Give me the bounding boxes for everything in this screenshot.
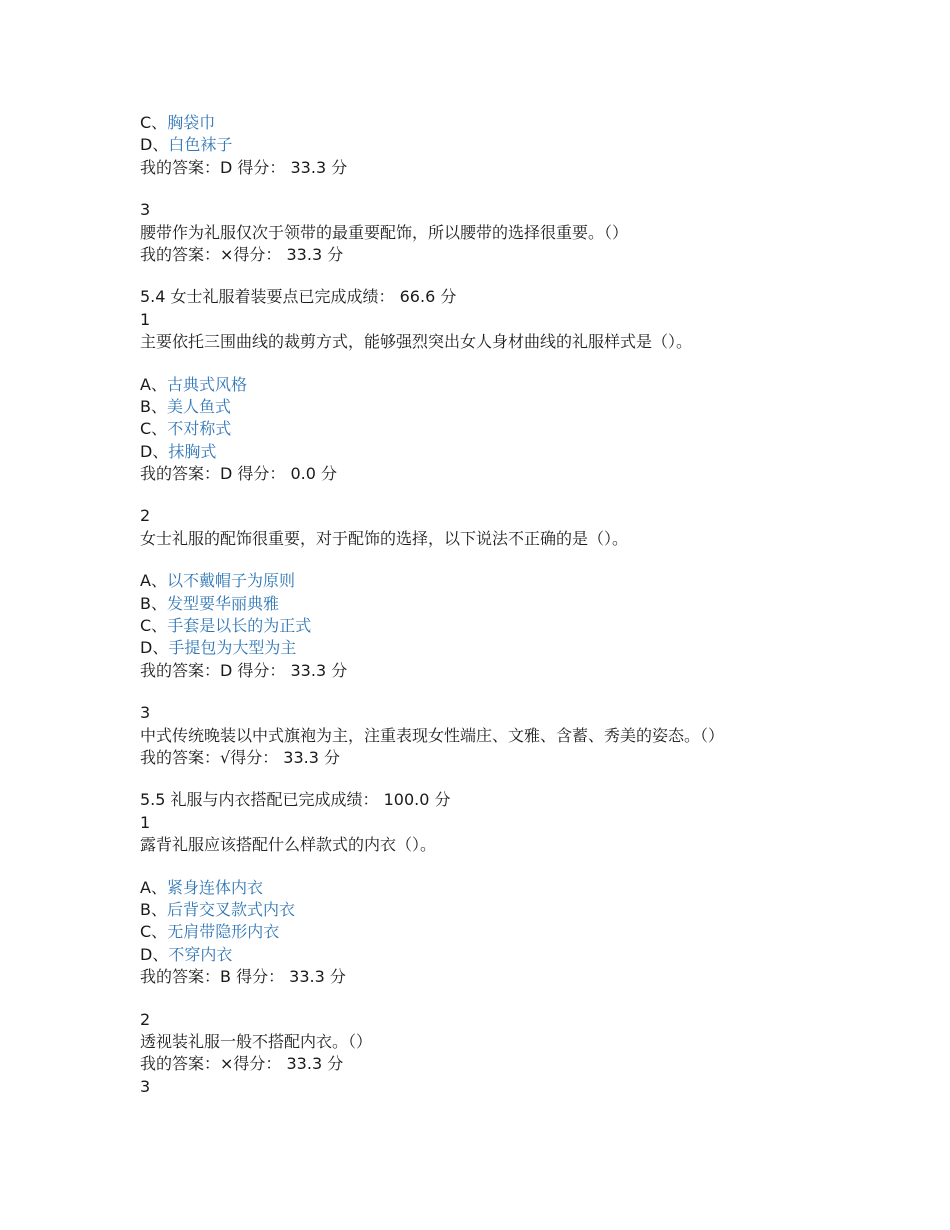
question-number: 2 bbox=[140, 506, 151, 526]
question-text: 露背礼服应该搭配什么样款式的内衣（）。 bbox=[140, 835, 437, 855]
option-letter: A、 bbox=[140, 571, 167, 591]
question-number: 3 bbox=[140, 1076, 151, 1096]
my-answer-line: 我的答案：B 得分： 33.3 分 bbox=[140, 967, 346, 987]
option-text: 后背交叉款式内衣 bbox=[166, 899, 295, 919]
spacer bbox=[140, 769, 900, 789]
option-item bbox=[140, 570, 900, 592]
option-text: 古典式风格 bbox=[166, 374, 247, 394]
my-answer-line: 我的答案：×得分： 33.3 分 bbox=[140, 1054, 344, 1074]
option-text: 不穿内衣 bbox=[168, 944, 233, 964]
option-text: 白色袜子 bbox=[168, 135, 233, 155]
question-number: 1 bbox=[140, 309, 151, 329]
option-text: 手套是以长的为正式 bbox=[167, 616, 312, 636]
section-heading: 5.4 女士礼服着装要点已完成成绩： 66.6 分 bbox=[140, 287, 457, 307]
option-text: 无肩带隐形内衣 bbox=[167, 922, 280, 942]
option-text: 发型要华丽典雅 bbox=[166, 593, 279, 613]
option-letter: C、 bbox=[140, 113, 168, 132]
option-item bbox=[140, 112, 900, 134]
option-letter: C、 bbox=[140, 419, 168, 439]
spacer bbox=[140, 179, 900, 199]
spacer bbox=[140, 354, 900, 374]
option-letter: C、 bbox=[140, 616, 168, 636]
question-text: 腰带作为礼服仅次于领带的最重要配饰，所以腰带的选择很重要。（） bbox=[140, 222, 629, 242]
option-letter: D、 bbox=[140, 638, 169, 658]
option-item bbox=[140, 944, 900, 966]
option-item bbox=[140, 877, 900, 899]
spacer bbox=[140, 989, 900, 1009]
option-letter: D、 bbox=[140, 441, 169, 461]
option-letter: A、 bbox=[140, 877, 167, 897]
my-answer-line: 我的答案：D 得分： 0.0 分 bbox=[140, 464, 338, 484]
option-item bbox=[140, 441, 900, 463]
option-item bbox=[140, 899, 900, 921]
spacer bbox=[140, 682, 900, 702]
option-text: 以不戴帽子为原则 bbox=[166, 571, 295, 591]
question-text: 透视装礼服一般不搭配内衣。（） bbox=[140, 1031, 373, 1051]
document-page bbox=[140, 112, 900, 1098]
option-text: 抹胸式 bbox=[168, 441, 217, 461]
spacer bbox=[140, 550, 900, 570]
question-number: 3 bbox=[140, 703, 151, 723]
option-letter: B、 bbox=[140, 899, 167, 919]
option-letter: B、 bbox=[140, 396, 167, 416]
my-answer-line: 我的答案：√得分： 33.3 分 bbox=[140, 747, 340, 767]
question-number: 2 bbox=[140, 1009, 151, 1029]
option-text: 美人鱼式 bbox=[166, 396, 231, 416]
option-text: 手提包为大型为主 bbox=[168, 638, 297, 658]
spacer bbox=[140, 485, 900, 505]
option-letter: B、 bbox=[140, 593, 167, 613]
question-number: 3 bbox=[140, 200, 151, 220]
option-item bbox=[140, 134, 900, 156]
option-letter: A、 bbox=[140, 374, 167, 394]
option-letter: D、 bbox=[140, 135, 169, 155]
spacer bbox=[140, 857, 900, 877]
option-item bbox=[140, 374, 900, 396]
option-letter: C、 bbox=[140, 922, 168, 942]
question-number: 1 bbox=[140, 812, 151, 832]
my-answer-line: 我的答案：D 得分： 33.3 分 bbox=[140, 660, 348, 680]
option-text: 胸袋巾 bbox=[167, 113, 216, 132]
question-text: 中式传统晚装以中式旗袍为主，注重表现女性端庄、文雅、含蓄、秀美的姿态。（） bbox=[140, 725, 725, 745]
spacer bbox=[140, 266, 900, 286]
question-text: 女士礼服的配饰很重要，对于配饰的选择，以下说法不正确的是（）。 bbox=[140, 528, 629, 548]
option-text: 不对称式 bbox=[167, 419, 232, 439]
my-answer-line: 我的答案：D 得分： 33.3 分 bbox=[140, 157, 348, 177]
section-heading: 5.5 礼服与内衣搭配已完成成绩： 100.0 分 bbox=[140, 790, 451, 810]
option-item bbox=[140, 418, 900, 440]
option-letter: D、 bbox=[140, 944, 169, 964]
option-item bbox=[140, 396, 900, 418]
question-text: 主要依托三围曲线的裁剪方式，能够强烈突出女人身材曲线的礼服样式是（）。 bbox=[140, 332, 693, 352]
option-item bbox=[140, 593, 900, 615]
option-item bbox=[140, 615, 900, 637]
option-item bbox=[140, 637, 900, 659]
option-text: 紧身连体内衣 bbox=[166, 877, 263, 897]
option-item bbox=[140, 921, 900, 943]
my-answer-line: 我的答案：×得分： 33.3 分 bbox=[140, 244, 344, 264]
